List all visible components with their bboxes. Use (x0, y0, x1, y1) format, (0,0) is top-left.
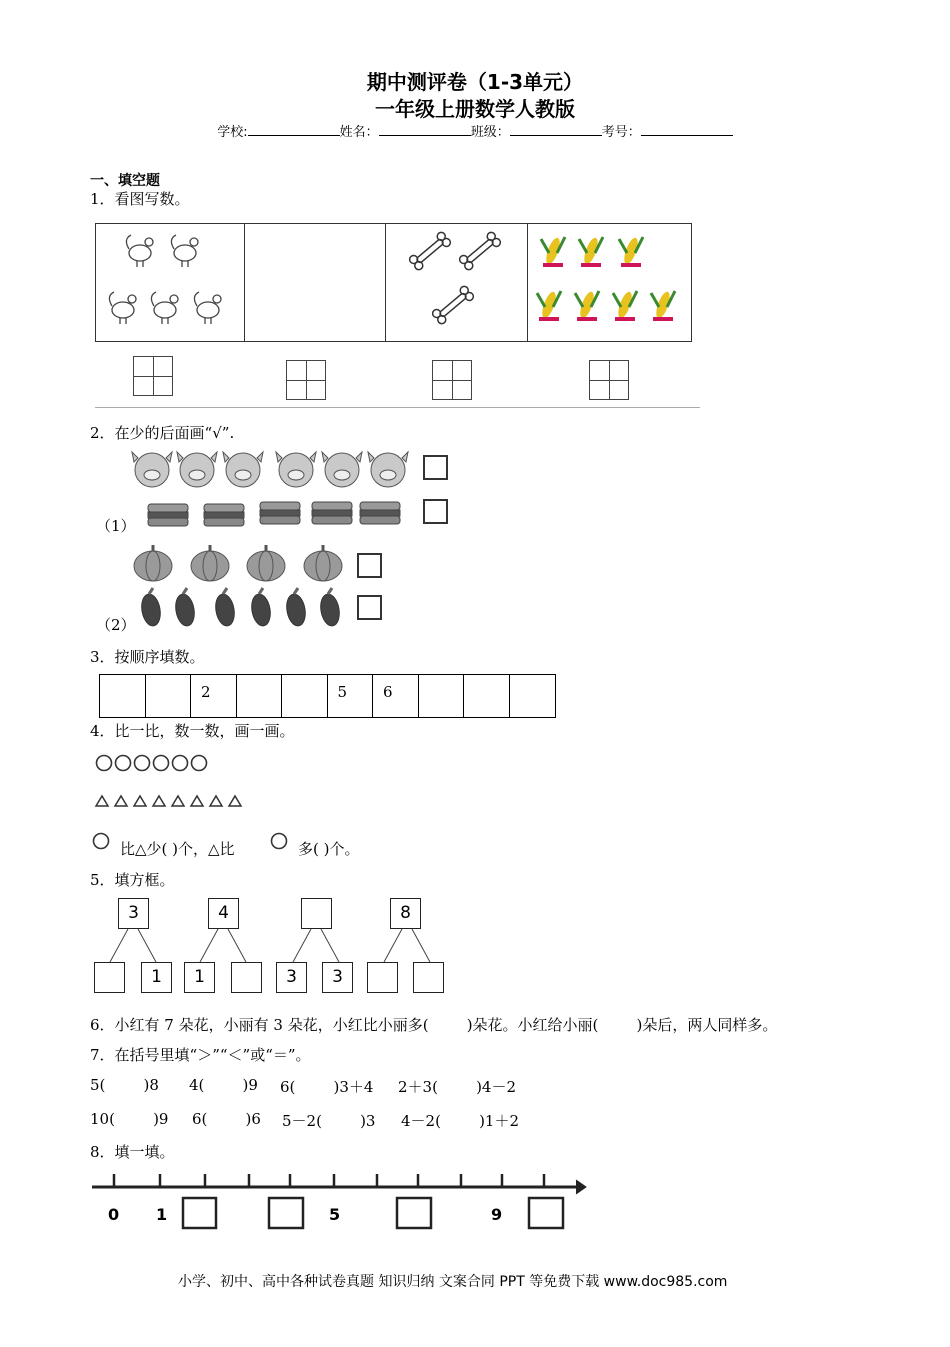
q4-sentence-b: 多( )个。 (298, 840, 360, 858)
q1-divider (95, 407, 700, 408)
q7-r1-item4[interactable]: 2＋3( )4－2 (398, 1078, 517, 1096)
q4-sentence-a: 比△少( )个，△比 (120, 840, 235, 858)
q8-number-line (88, 1168, 593, 1238)
q1-answer-box-empty[interactable] (286, 360, 326, 400)
bone-icon-group (408, 231, 502, 326)
q4-shapes (92, 750, 262, 850)
section-title: 一、填空题 (90, 173, 160, 189)
q5-tree2-right[interactable] (231, 962, 262, 993)
q7-r2-item2[interactable]: 6( )6 (192, 1110, 261, 1128)
name-label: 姓名： (339, 125, 379, 140)
q8-label: 8．填一填。 (90, 1143, 175, 1161)
q5-tree1-right: 1 (141, 962, 172, 993)
q3-cell-7: 6 (373, 675, 419, 717)
q8-answer-box-3[interactable] (397, 1198, 431, 1228)
q7-label: 7．在括号里填“＞”“＜”或“＝”。 (90, 1046, 311, 1064)
q7-r2-item1[interactable]: 10( )9 (90, 1110, 169, 1128)
exam-subtitle: 一年级上册数学人教版 (375, 97, 575, 121)
q3-cell-6: 5 (328, 675, 374, 717)
q3-cell-1[interactable] (100, 675, 146, 717)
q8-tick-label-1: 1 (156, 1205, 168, 1224)
q1-answer-box-corn[interactable] (589, 360, 629, 400)
q3-cell-4[interactable] (237, 675, 283, 717)
q5-label: 5．填方框。 (90, 871, 175, 889)
q8-answer-box-4[interactable] (529, 1198, 563, 1228)
pumpkin-icon-group (134, 545, 342, 581)
circle-icon (94, 834, 109, 849)
q7-r1-item3[interactable]: 6( )3＋4 (280, 1078, 374, 1096)
q2-check-box-pumpkins[interactable] (357, 553, 382, 578)
exam-no-blank[interactable] (641, 124, 733, 136)
q5-tree1-top: 3 (118, 898, 149, 929)
circle-icon-group (97, 756, 207, 771)
q1-label: 1．看图写数。 (90, 190, 190, 208)
q5-tree3-right: 3 (322, 962, 353, 993)
q3-sequence-row (99, 674, 556, 718)
q5-tree2-top: 4 (208, 898, 239, 929)
q3-cell-5[interactable] (282, 675, 328, 717)
q5-tree4-left[interactable] (367, 962, 398, 993)
q2-part2-label: （2） (96, 616, 136, 634)
q2-part1-label: （1） (96, 517, 136, 535)
footer-text: 小学、初中、高中各种试卷真题 知识归纳 文案合同 PPT 等免费下载 www.doc985.com (178, 1274, 728, 1290)
q2-label: 2．在少的后面画“√”. (90, 424, 235, 442)
pig-icon-group (132, 452, 408, 487)
q2-check-box-pigs[interactable] (423, 455, 448, 480)
q3-cell-9[interactable] (464, 675, 510, 717)
q5-tree4-right[interactable] (413, 962, 444, 993)
q1-pictures (95, 223, 695, 343)
class-label: 班级： (470, 125, 510, 140)
q7-r1-item1[interactable]: 5( )8 (90, 1076, 159, 1094)
q7-r2-item4[interactable]: 4－2( )1＋2 (401, 1112, 520, 1130)
exam-title: 期中测评卷（1-3单元） (366, 70, 584, 94)
q5-tree2-left: 1 (184, 962, 215, 993)
q5-tree1-left[interactable] (94, 962, 125, 993)
q7-r1-item2[interactable]: 4( )9 (189, 1076, 258, 1094)
q7-r2-item3[interactable]: 5－2( )3 (282, 1112, 376, 1130)
q3-cell-8[interactable] (419, 675, 465, 717)
q4-label: 4．比一比，数一数，画一画。 (90, 722, 295, 740)
q2-check-box-sandwiches[interactable] (423, 499, 448, 524)
q1-answer-box-bones[interactable] (432, 360, 472, 400)
q8-answer-boxes (183, 1198, 563, 1228)
rooster-icon-group (109, 235, 221, 324)
q8-answer-box-1[interactable] (183, 1198, 217, 1228)
q8-tick-label-5: 5 (329, 1205, 341, 1224)
q5-tree4-top: 8 (390, 898, 421, 929)
q8-tick-label-0: 0 (108, 1205, 120, 1224)
q8-tick-label-9: 9 (491, 1205, 503, 1224)
q5-tree3-left: 3 (276, 962, 307, 993)
school-blank[interactable] (248, 124, 340, 136)
q3-cell-10[interactable] (510, 675, 556, 717)
circle-icon (270, 832, 290, 852)
q8-answer-box-2[interactable] (269, 1198, 303, 1228)
q3-cell-2[interactable] (146, 675, 192, 717)
triangle-icon-group (96, 796, 241, 806)
class-blank[interactable] (510, 124, 602, 136)
name-blank[interactable] (379, 124, 471, 136)
q3-cell-3: 2 (191, 675, 237, 717)
student-info-line (0, 121, 950, 140)
q1-answer-box-roosters[interactable] (133, 356, 173, 396)
school-label: 学校: (217, 125, 248, 140)
sandwich-icon-group (148, 502, 400, 526)
eggplant-icon-group (139, 588, 341, 627)
q2-check-box-eggplants[interactable] (357, 595, 382, 620)
q6-text: 6．小红有 7 朵花，小丽有 3 朵花，小红比小丽多( )朵花。小红给小丽( )朵后，两人同样多。 (90, 1016, 778, 1034)
corn-icon-group (537, 236, 675, 320)
q3-label: 3．按顺序填数。 (90, 648, 205, 666)
exam-no-label: 考号： (601, 125, 641, 140)
q5-tree3-top[interactable] (301, 898, 332, 929)
